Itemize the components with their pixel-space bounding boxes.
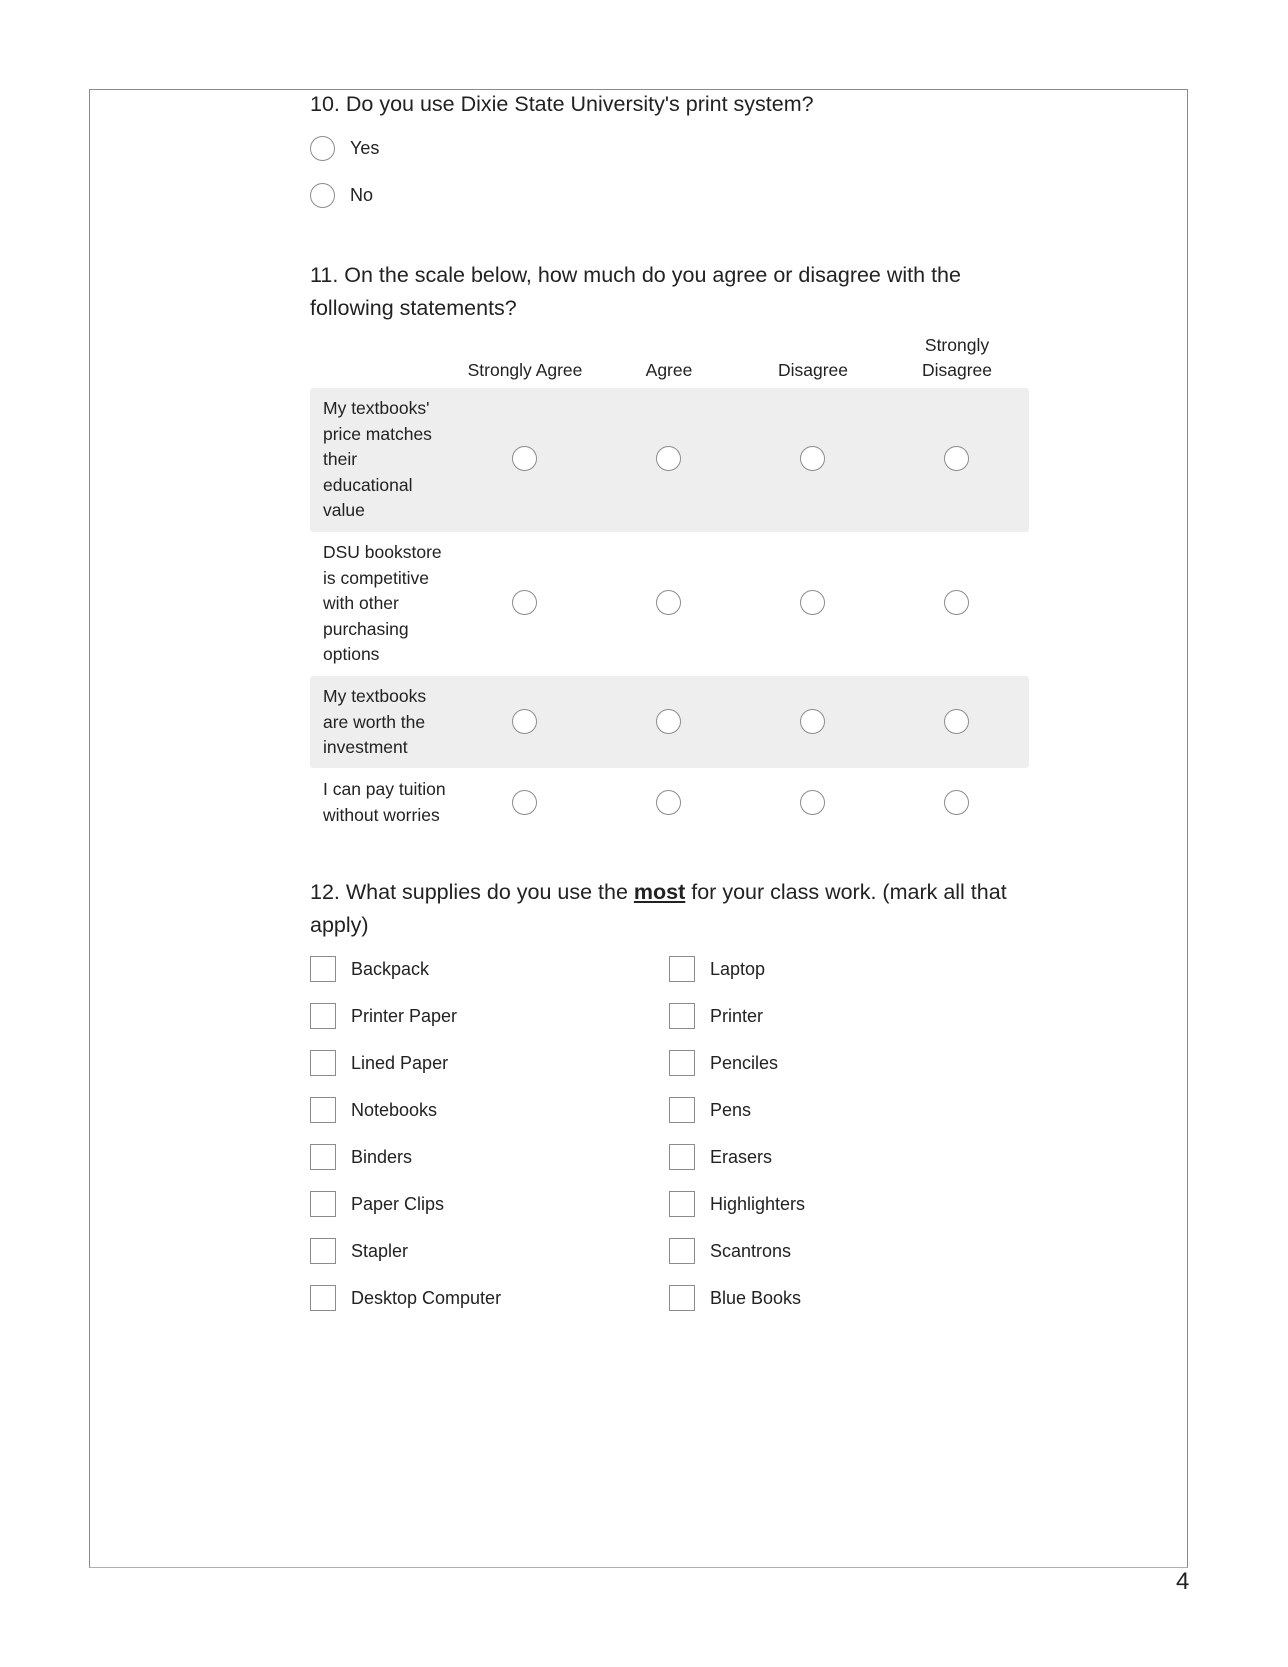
option-label: Penciles — [710, 1052, 779, 1073]
row-4-agree-radio[interactable] — [656, 790, 681, 815]
row-label-line: is competitive — [323, 567, 430, 588]
row-3-strongly-disagree-radio[interactable] — [944, 709, 969, 734]
row-label-line: My textbooks — [323, 686, 427, 706]
option-label: Lined Paper — [351, 1052, 449, 1073]
checkbox[interactable] — [310, 1238, 336, 1264]
q12-option-laptop[interactable] — [669, 954, 765, 984]
q12-option-notebooks[interactable] — [310, 1095, 437, 1125]
option-label: Printer Paper — [351, 1005, 458, 1026]
column-header-disagree: Disagree — [777, 360, 849, 380]
row-label-line: My textbooks' — [323, 398, 430, 418]
q12-option-printer-paper[interactable] — [310, 1001, 457, 1031]
row-1-strongly-agree-radio[interactable] — [512, 446, 537, 471]
row-label-line: purchasing — [323, 618, 409, 639]
row-1-strongly-disagree-radio[interactable] — [944, 446, 969, 471]
q12-option-scantrons[interactable] — [669, 1236, 791, 1266]
row-3-agree-radio[interactable] — [656, 709, 681, 734]
checkbox[interactable] — [669, 1285, 695, 1311]
title-text: 12. What supplies do you use the — [310, 880, 634, 904]
row-label-line: are worth the — [323, 711, 426, 732]
checkbox[interactable] — [669, 1050, 695, 1076]
checkbox[interactable] — [669, 1097, 695, 1123]
row-label-line: price matches — [323, 423, 432, 444]
option-label: Yes — [350, 137, 380, 158]
radio-button[interactable] — [310, 136, 335, 161]
row-2-disagree-radio[interactable] — [800, 590, 825, 615]
title-text: for your class work. (mark all that — [685, 880, 1007, 904]
checkbox[interactable] — [669, 1238, 695, 1264]
row-3-disagree-radio[interactable] — [800, 709, 825, 734]
option-label: Printer — [710, 1005, 764, 1026]
row-4-strongly-agree-radio[interactable] — [512, 790, 537, 815]
question-12-title-line2: apply) — [310, 913, 369, 937]
row-4-disagree-radio[interactable] — [800, 790, 825, 815]
row-label-line: without worries — [323, 804, 440, 825]
checkbox[interactable] — [310, 1097, 336, 1123]
checkbox[interactable] — [669, 1144, 695, 1170]
option-label: Stapler — [351, 1240, 409, 1261]
row-2-agree-radio[interactable] — [656, 590, 681, 615]
column-header-strongly-agree: Strongly Agree — [467, 360, 583, 380]
q12-option-desktop-computer[interactable] — [310, 1283, 501, 1313]
row-label-line: value — [323, 500, 365, 520]
question-11-title-line2: following statements? — [310, 296, 517, 320]
checkbox[interactable] — [669, 1003, 695, 1029]
matrix-row-4-label — [323, 777, 473, 828]
option-label: Paper Clips — [351, 1193, 445, 1214]
question-12-title-line1 — [310, 876, 1007, 909]
checkbox[interactable] — [310, 1191, 336, 1217]
option-label: Notebooks — [351, 1099, 438, 1120]
q12-option-penciles[interactable] — [669, 1048, 778, 1078]
page-number: 4 — [1176, 1568, 1190, 1595]
column-header-agree: Agree — [645, 360, 693, 380]
radio-button[interactable] — [310, 183, 335, 208]
question-12-title — [310, 876, 1007, 942]
row-4-strongly-disagree-radio[interactable] — [944, 790, 969, 815]
q12-option-pens[interactable] — [669, 1095, 751, 1125]
title-emphasis: most — [633, 880, 686, 904]
checkbox[interactable] — [310, 956, 336, 982]
question-11-title-line1: 11. On the scale below, how much do you agree or disagree with the — [310, 263, 961, 287]
row-3-strongly-agree-radio[interactable] — [512, 709, 537, 734]
row-label-line: DSU bookstore — [323, 542, 442, 562]
q12-option-paper-clips[interactable] — [310, 1189, 444, 1219]
row-label-line: with other — [323, 593, 399, 613]
option-label: Pens — [710, 1099, 752, 1120]
option-label: No — [350, 184, 374, 205]
option-label: Scantrons — [710, 1240, 792, 1261]
q12-option-printer[interactable] — [669, 1001, 763, 1031]
option-label: Backpack — [351, 958, 430, 979]
option-label: Highlighters — [710, 1193, 806, 1214]
q12-option-backpack[interactable] — [310, 954, 429, 984]
checkbox[interactable] — [669, 1191, 695, 1217]
column-header-line: Disagree — [921, 360, 993, 380]
q12-option-highlighters[interactable] — [669, 1189, 805, 1219]
q12-option-stapler[interactable] — [310, 1236, 408, 1266]
row-label-line: options — [323, 644, 380, 664]
q12-option-blue-books[interactable] — [669, 1283, 801, 1313]
question-11-title — [310, 259, 961, 325]
option-label: Binders — [351, 1146, 413, 1167]
column-header-line: Strongly — [924, 335, 990, 355]
question-10-title: 10. Do you use Dixie State University's print system? — [310, 92, 814, 116]
q10-option-yes[interactable] — [310, 133, 379, 163]
q12-option-binders[interactable] — [310, 1142, 412, 1172]
row-label-line: educational — [323, 474, 413, 495]
checkbox[interactable] — [310, 1285, 336, 1311]
option-label: Desktop Computer — [351, 1287, 502, 1308]
row-1-agree-radio[interactable] — [656, 446, 681, 471]
row-label-line: I can pay tuition — [323, 779, 446, 799]
checkbox[interactable] — [310, 1144, 336, 1170]
row-1-disagree-radio[interactable] — [800, 446, 825, 471]
column-header-strongly-disagree — [887, 333, 1027, 383]
option-label: Erasers — [710, 1146, 773, 1167]
option-label: Blue Books — [710, 1287, 802, 1308]
checkbox[interactable] — [310, 1003, 336, 1029]
q12-option-erasers[interactable] — [669, 1142, 772, 1172]
matrix-row-1-label — [323, 396, 453, 524]
checkbox[interactable] — [310, 1050, 336, 1076]
row-2-strongly-agree-radio[interactable] — [512, 590, 537, 615]
matrix-row-3-label — [323, 684, 453, 761]
q10-option-no[interactable] — [310, 180, 373, 210]
row-2-strongly-disagree-radio[interactable] — [944, 590, 969, 615]
checkbox[interactable] — [669, 956, 695, 982]
row-label-line: investment — [323, 737, 408, 757]
matrix-row-2-label — [323, 540, 453, 668]
row-label-line: their — [323, 449, 358, 469]
option-label: Laptop — [710, 958, 766, 979]
q12-option-lined-paper[interactable] — [310, 1048, 448, 1078]
